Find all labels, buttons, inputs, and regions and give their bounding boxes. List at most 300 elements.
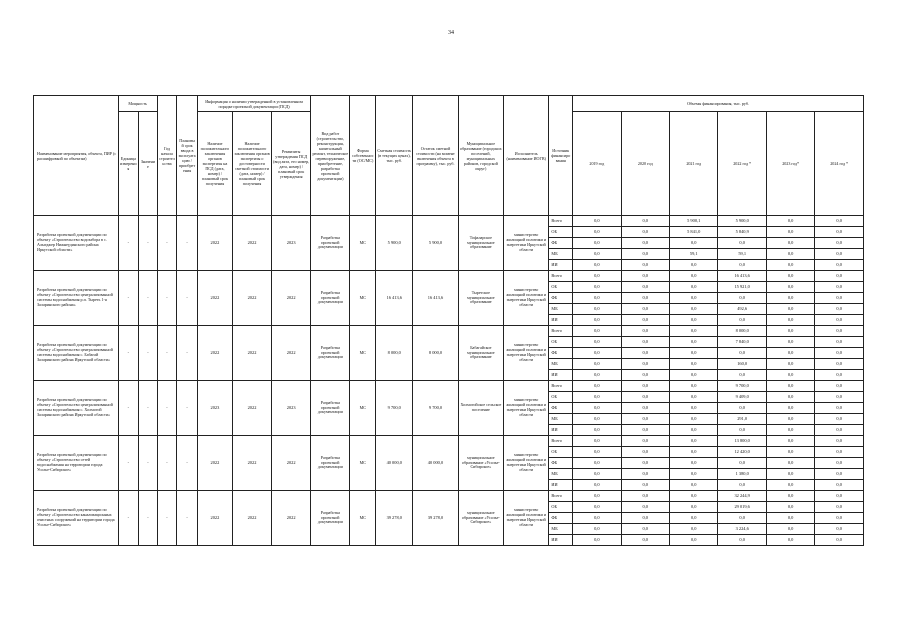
funding-value-cell: 0,0 (766, 447, 814, 458)
funding-value-cell: 0,0 (718, 348, 766, 359)
funding-value-cell: 0,0 (573, 282, 621, 293)
table-body (34, 216, 864, 546)
work-type-cell: Разработка проектной документации (311, 491, 350, 546)
unit-cell: - (118, 216, 139, 271)
table-header (34, 96, 864, 216)
unit-cell: - (118, 436, 139, 491)
object-name: Разработка проектной документации по объекту «Строительство централизованной системы водоснабжения р.п. Тыреть 1-я Заларинского района» (34, 271, 119, 326)
funding-value-cell: 0,0 (621, 535, 669, 546)
funding-value-cell: 0,0 (573, 436, 621, 447)
ownership-cell: МС (350, 436, 376, 491)
object-name: Разработка проектной документации по объекту «Строительство сетей водоснабжения на территории города Усолье-Сибирское» (34, 436, 119, 491)
funding-value-cell: 0,0 (815, 513, 864, 524)
object-name: Разработка проектной документации по объекту «Строительство централизованной системы водоснабжения с. Холмогой Заларинского района Иркутской области» (34, 381, 119, 436)
funding-value-cell: 0,0 (573, 458, 621, 469)
funding-value-cell: 0,0 (718, 458, 766, 469)
header-estimated-cost: Сметная стоимость (в текущих ценах), тыс. руб. (376, 96, 413, 216)
funding-source-cell: Всего (549, 271, 573, 282)
remaining-cost-cell: 9 700,0 (413, 381, 458, 436)
funding-value-cell: 0,0 (670, 425, 718, 436)
psd-reliability-cell: 2022 (232, 216, 271, 271)
psd-approval-cell: 2023 (272, 381, 311, 436)
funding-value-cell: 0,0 (815, 227, 864, 238)
funding-value-cell: 0,0 (621, 513, 669, 524)
funding-value-cell: 0,0 (815, 436, 864, 447)
funding-value-cell: 0,0 (766, 271, 814, 282)
funding-value-cell: 3 224,6 (718, 524, 766, 535)
funding-value-cell: 0,0 (718, 238, 766, 249)
funding-value-cell: 0,0 (670, 359, 718, 370)
funding-value-cell: 0,0 (621, 502, 669, 513)
funding-source-cell: ИИ (549, 370, 573, 381)
funding-value-cell: 0,0 (815, 337, 864, 348)
funding-value-cell: 0,0 (766, 370, 814, 381)
psd-approval-cell: 2022 (272, 491, 311, 546)
funding-value-cell: 0,0 (815, 524, 864, 535)
funding-value-cell: 0,0 (573, 326, 621, 337)
funding-value-cell: 0,0 (621, 359, 669, 370)
psd-expertise-cell: 2022 (197, 491, 232, 546)
funding-value-cell: 9 409,0 (718, 392, 766, 403)
funding-value-cell: 0,0 (766, 469, 814, 480)
funding-value-cell: 0,0 (573, 260, 621, 271)
funding-value-cell: 0,0 (621, 337, 669, 348)
funding-source-cell: Всего (549, 436, 573, 447)
funding-value-cell: 0,0 (621, 436, 669, 447)
funding-value-cell: 0,0 (766, 524, 814, 535)
unit-cell: - (118, 381, 139, 436)
header-unit: Единица измерения (118, 112, 139, 216)
funding-value-cell: 5 900,1 (670, 216, 718, 227)
year-start-cell: - (157, 381, 177, 436)
funding-value-cell: 5 900,0 (718, 216, 766, 227)
header-deadline: Плановый срок ввода в эксплуатацию / приобретения (177, 96, 198, 216)
header-value: Значение (139, 112, 158, 216)
table-row (34, 326, 864, 337)
funding-value-cell: 0,0 (621, 381, 669, 392)
funding-value-cell: 0,0 (718, 535, 766, 546)
unit-cell: - (118, 326, 139, 381)
psd-expertise-cell: 2022 (197, 326, 232, 381)
header-psd-expertise: Наличие положительного заключения органов экспертизы на ПСД (дата, номер) / плановый срок получения (197, 112, 232, 216)
funding-source-cell: ОБ (549, 337, 573, 348)
header-capacity: Мощность (118, 96, 157, 112)
funding-value-cell: 0,0 (573, 249, 621, 260)
funding-value-cell: 0,0 (670, 414, 718, 425)
municipality-cell: муниципальное образование «Усолье-Сибирское» (458, 491, 503, 546)
psd-approval-cell: 2022 (272, 436, 311, 491)
funding-value-cell: 0,0 (815, 260, 864, 271)
funding-value-cell: 0,0 (573, 315, 621, 326)
funding-value-cell: 0,0 (573, 403, 621, 414)
funding-source-cell: МБ (549, 359, 573, 370)
funding-value-cell: 0,0 (670, 293, 718, 304)
funding-value-cell: 0,0 (766, 425, 814, 436)
value-cell: - (139, 271, 158, 326)
ownership-cell: МС (350, 216, 376, 271)
funding-source-cell: МБ (549, 249, 573, 260)
table-row (34, 271, 864, 282)
work-type-cell: Разработка проектной документации (311, 216, 350, 271)
funding-value-cell: 0,0 (766, 326, 814, 337)
remaining-cost-cell: 40 000,0 (413, 436, 458, 491)
header-remaining-cost: Остаток сметной стоимости (на момент включения объекта в программу), тыс. руб. (413, 96, 458, 216)
funding-value-cell: 0,0 (670, 282, 718, 293)
work-type-cell: Разработка проектной документации (311, 326, 350, 381)
funding-value-cell: 0,0 (670, 337, 718, 348)
estimated-cost-cell: 5 900,0 (376, 216, 413, 271)
funding-value-cell: 0,0 (670, 447, 718, 458)
table-row (34, 216, 864, 227)
deadline-cell: - (177, 216, 198, 271)
funding-value-cell: 0,0 (815, 535, 864, 546)
funding-source-cell: ОБ (549, 447, 573, 458)
funding-value-cell: 0,0 (815, 502, 864, 513)
funding-source-cell: ФБ (549, 348, 573, 359)
funding-value-cell: 291,0 (718, 414, 766, 425)
value-cell: - (139, 326, 158, 381)
header-year: 2023 год* (766, 112, 814, 216)
header-funding-source: Источник финансирования (549, 96, 573, 216)
funding-value-cell: 0,0 (621, 414, 669, 425)
ownership-cell: МС (350, 326, 376, 381)
funding-source-cell: ФБ (549, 403, 573, 414)
deadline-cell: - (177, 381, 198, 436)
funding-value-cell: 0,0 (815, 216, 864, 227)
funding-value-cell: 0,0 (621, 480, 669, 491)
funding-value-cell: 0,0 (815, 326, 864, 337)
funding-value-cell: 0,0 (766, 337, 814, 348)
deadline-cell: - (177, 271, 198, 326)
funding-source-cell: ОБ (549, 502, 573, 513)
funding-source-cell: ФБ (549, 513, 573, 524)
funding-value-cell: 0,0 (621, 282, 669, 293)
executor-cell: министерство жилищной политики и энергетики Иркутской области (504, 436, 549, 491)
funding-value-cell: 0,0 (766, 359, 814, 370)
executor-cell: министерство жилищной политики и энергетики Иркутской области (504, 216, 549, 271)
funding-value-cell: 0,0 (670, 513, 718, 524)
funding-value-cell: 0,0 (815, 271, 864, 282)
municipality-cell: Бабагайское муниципальное образование (458, 326, 503, 381)
funding-value-cell: 0,0 (670, 524, 718, 535)
deadline-cell: - (177, 326, 198, 381)
table-row (34, 491, 864, 502)
funding-value-cell: 0,0 (573, 304, 621, 315)
funding-value-cell: 0,0 (670, 348, 718, 359)
funding-value-cell: 0,0 (670, 392, 718, 403)
ownership-cell: МС (350, 381, 376, 436)
funding-value-cell: 0,0 (815, 491, 864, 502)
year-start-cell: - (157, 491, 177, 546)
funding-value-cell: 0,0 (815, 293, 864, 304)
header-year: 2022 год * (718, 112, 766, 216)
funding-value-cell: 0,0 (766, 513, 814, 524)
funding-value-cell: 0,0 (670, 535, 718, 546)
value-cell: - (139, 381, 158, 436)
page-number: 34 (448, 30, 454, 36)
funding-source-cell: МБ (549, 304, 573, 315)
municipality-cell: Холмогойское сельское поселение (458, 381, 503, 436)
funding-value-cell: 0,0 (766, 293, 814, 304)
funding-value-cell: 0,0 (718, 260, 766, 271)
funding-value-cell: 0,0 (573, 425, 621, 436)
municipality-cell: Тыретское муниципальное образование (458, 271, 503, 326)
estimated-cost-cell: 8 000,0 (376, 326, 413, 381)
header-psd-approval: Реквизиты утверждения ПСД (вид акта, его номер, дата, номер) / плановый срок утверждения (272, 112, 311, 216)
psd-expertise-cell: 2022 (197, 436, 232, 491)
funding-value-cell: 8 000,0 (718, 326, 766, 337)
funding-value-cell: 0,0 (621, 304, 669, 315)
unit-cell: - (118, 271, 139, 326)
funding-value-cell: 0,0 (621, 293, 669, 304)
funding-value-cell: 0,0 (766, 282, 814, 293)
funding-value-cell: 0,0 (718, 315, 766, 326)
funding-value-cell: 0,0 (670, 370, 718, 381)
financing-table (33, 95, 864, 546)
deadline-cell: - (177, 491, 198, 546)
funding-value-cell: 0,0 (621, 458, 669, 469)
funding-value-cell: 0,0 (670, 304, 718, 315)
object-name: Разработка проектной документации по объекту «Строительство водозабора в с. Алыгджер Нижнеудинского района Иркутской области» (34, 216, 119, 271)
funding-value-cell: 1 380,0 (718, 469, 766, 480)
year-start-cell: - (157, 326, 177, 381)
value-cell: - (139, 216, 158, 271)
funding-value-cell: 0,0 (815, 315, 864, 326)
year-start-cell: - (157, 216, 177, 271)
funding-source-cell: МБ (549, 414, 573, 425)
funding-value-cell: 7 840,0 (718, 337, 766, 348)
funding-value-cell: 0,0 (815, 370, 864, 381)
funding-value-cell: 0,0 (766, 403, 814, 414)
executor-cell: министерство жилищной политики и энергетики Иркутской области (504, 326, 549, 381)
funding-value-cell: 0,0 (815, 238, 864, 249)
funding-value-cell: 0,0 (670, 502, 718, 513)
funding-value-cell: 0,0 (670, 458, 718, 469)
funding-source-cell: ИИ (549, 535, 573, 546)
funding-value-cell: 0,0 (573, 227, 621, 238)
funding-value-cell: 0,0 (621, 524, 669, 535)
work-type-cell: Разработка проектной документации (311, 381, 350, 436)
funding-value-cell: 0,0 (573, 370, 621, 381)
funding-value-cell: 0,0 (621, 491, 669, 502)
funding-value-cell: 59,1 (670, 249, 718, 260)
header-work-type: Вид работ (строительство, реконструкция, капитальный ремонт, техническое перевооружение, приобретение, разработка проектной документации) (311, 96, 350, 216)
psd-reliability-cell: 2022 (232, 491, 271, 546)
psd-expertise-cell: 2023 (197, 381, 232, 436)
funding-value-cell: 0,0 (573, 491, 621, 502)
object-name: Разработка проектной документации по объекту «Строительство канализационных очистных сооружений на территории города Усолье-Сибирское» (34, 491, 119, 546)
funding-value-cell: 0,0 (573, 381, 621, 392)
funding-value-cell: 0,0 (670, 271, 718, 282)
header-municipality: Муниципальное образование (городских поселений, муниципальных районов, городской округ) (458, 96, 503, 216)
header-executor: Исполнитель (наименование ИОГВ) (504, 96, 549, 216)
funding-value-cell: 0,0 (621, 238, 669, 249)
table-row (34, 381, 864, 392)
funding-value-cell: 0,0 (573, 392, 621, 403)
funding-value-cell: 0,0 (766, 480, 814, 491)
header-year: 2024 год * (815, 112, 864, 216)
funding-source-cell: Всего (549, 381, 573, 392)
funding-value-cell: 0,0 (766, 392, 814, 403)
funding-value-cell: 0,0 (815, 392, 864, 403)
funding-value-cell: 0,0 (621, 271, 669, 282)
funding-value-cell: 0,0 (621, 249, 669, 260)
funding-value-cell: 0,0 (766, 502, 814, 513)
funding-value-cell: 0,0 (573, 414, 621, 425)
funding-value-cell: 0,0 (815, 480, 864, 491)
funding-value-cell: 29 019,6 (718, 502, 766, 513)
funding-value-cell: 0,0 (573, 348, 621, 359)
funding-value-cell: 0,0 (573, 238, 621, 249)
funding-value-cell: 0,0 (815, 414, 864, 425)
funding-value-cell: 0,0 (766, 436, 814, 447)
funding-source-cell: ФБ (549, 458, 573, 469)
funding-source-cell: Всего (549, 216, 573, 227)
executor-cell: министерство жилищной политики и энергетики Иркутской области (504, 271, 549, 326)
table-row (34, 436, 864, 447)
funding-value-cell: 5 841,0 (670, 227, 718, 238)
funding-value-cell: 492,6 (718, 304, 766, 315)
funding-value-cell: 0,0 (621, 392, 669, 403)
remaining-cost-cell: 5 900,0 (413, 216, 458, 271)
header-psd-reliability: Наличие положительного заключения органов экспертизы о достоверности сметной стоимости (дата, номер) / плановый срок получения (232, 112, 271, 216)
funding-value-cell: 0,0 (670, 491, 718, 502)
funding-source-cell: ОБ (549, 392, 573, 403)
funding-value-cell: 0,0 (766, 227, 814, 238)
estimated-cost-cell: 39 278,0 (376, 491, 413, 546)
funding-value-cell: 9 700,0 (718, 381, 766, 392)
funding-value-cell: 0,0 (766, 238, 814, 249)
funding-source-cell: ИИ (549, 260, 573, 271)
estimated-cost-cell: 40 000,0 (376, 436, 413, 491)
funding-value-cell: 15 921,0 (718, 282, 766, 293)
municipality-cell: муниципальное образование «Усолье-Сибирское» (458, 436, 503, 491)
funding-value-cell: 0,0 (815, 425, 864, 436)
funding-value-cell: 0,0 (670, 403, 718, 414)
header-year: 2020 год (621, 112, 669, 216)
funding-value-cell: 0,0 (573, 271, 621, 282)
deadline-cell: - (177, 436, 198, 491)
municipality-cell: Тофаларское муниципальное образование (458, 216, 503, 271)
executor-cell: министерство жилищной политики и энергетики Иркутской области (504, 381, 549, 436)
funding-source-cell: ИИ (549, 315, 573, 326)
funding-value-cell: 0,0 (621, 403, 669, 414)
funding-value-cell: 0,0 (670, 480, 718, 491)
funding-value-cell: 160,0 (718, 359, 766, 370)
psd-approval-cell: 2022 (272, 271, 311, 326)
funding-value-cell: 0,0 (621, 348, 669, 359)
funding-value-cell: 0,0 (573, 216, 621, 227)
funding-source-cell: Всего (549, 326, 573, 337)
psd-approval-cell: 2022 (272, 326, 311, 381)
funding-source-cell: Всего (549, 491, 573, 502)
funding-value-cell: 0,0 (573, 513, 621, 524)
funding-value-cell: 0,0 (815, 447, 864, 458)
funding-value-cell: 0,0 (718, 425, 766, 436)
header-year: 2021 год (670, 112, 718, 216)
ownership-cell: МС (350, 271, 376, 326)
value-cell: - (139, 436, 158, 491)
funding-value-cell: 0,0 (670, 260, 718, 271)
funding-value-cell: 0,0 (621, 216, 669, 227)
funding-value-cell: 0,0 (621, 315, 669, 326)
value-cell: - (139, 491, 158, 546)
funding-value-cell: 0,0 (718, 403, 766, 414)
year-start-cell: - (157, 271, 177, 326)
funding-source-cell: ОБ (549, 282, 573, 293)
funding-value-cell: 0,0 (815, 348, 864, 359)
remaining-cost-cell: 8 000,0 (413, 326, 458, 381)
funding-value-cell: 0,0 (621, 469, 669, 480)
funding-value-cell: 0,0 (573, 469, 621, 480)
ownership-cell: МС (350, 491, 376, 546)
funding-value-cell: 0,0 (621, 260, 669, 271)
funding-value-cell: 0,0 (718, 293, 766, 304)
funding-value-cell: 0,0 (766, 315, 814, 326)
psd-reliability-cell: 2022 (232, 381, 271, 436)
executor-cell: министерство жилищной политики и энергетики Иркутской области (504, 491, 549, 546)
object-name: Разработка проектной документации по объекту «Строительство централизованной системы водоснабжения с. Бабагай Заларинского района Иркутской области» (34, 326, 119, 381)
funding-value-cell: 0,0 (815, 249, 864, 260)
funding-source-cell: ФБ (549, 293, 573, 304)
funding-value-cell: 13 800,0 (718, 436, 766, 447)
funding-value-cell: 0,0 (573, 524, 621, 535)
year-start-cell: - (157, 436, 177, 491)
funding-value-cell: 0,0 (621, 425, 669, 436)
funding-value-cell: 0,0 (573, 535, 621, 546)
funding-value-cell: 0,0 (573, 447, 621, 458)
funding-source-cell: МБ (549, 524, 573, 535)
funding-value-cell: 0,0 (718, 513, 766, 524)
funding-value-cell: 0,0 (766, 491, 814, 502)
funding-value-cell: 0,0 (815, 469, 864, 480)
funding-value-cell: 0,0 (815, 282, 864, 293)
funding-value-cell: 59,1 (718, 249, 766, 260)
estimated-cost-cell: 16 413,6 (376, 271, 413, 326)
funding-value-cell: 0,0 (815, 403, 864, 414)
funding-value-cell: 0,0 (815, 381, 864, 392)
funding-value-cell: 0,0 (670, 238, 718, 249)
funding-value-cell: 0,0 (766, 249, 814, 260)
funding-value-cell: 0,0 (621, 447, 669, 458)
funding-value-cell: 0,0 (621, 326, 669, 337)
funding-value-cell: 0,0 (766, 458, 814, 469)
funding-value-cell: 0,0 (573, 502, 621, 513)
psd-reliability-cell: 2022 (232, 271, 271, 326)
header-ownership: Форма собственности (ОС/МС) (350, 96, 376, 216)
header-psd-info: Информация о наличии утвержденной в установленном порядке проектной документации (ПСД) (197, 96, 310, 112)
funding-value-cell: 0,0 (718, 480, 766, 491)
funding-source-cell: ОБ (549, 227, 573, 238)
funding-value-cell: 0,0 (670, 381, 718, 392)
funding-value-cell: 0,0 (718, 370, 766, 381)
funding-value-cell: 0,0 (573, 293, 621, 304)
funding-value-cell: 0,0 (621, 227, 669, 238)
funding-value-cell: 5 840,9 (718, 227, 766, 238)
psd-expertise-cell: 2022 (197, 216, 232, 271)
funding-value-cell: 16 413,6 (718, 271, 766, 282)
unit-cell: - (118, 491, 139, 546)
funding-value-cell: 32 244,9 (718, 491, 766, 502)
funding-value-cell: 0,0 (573, 480, 621, 491)
header-funding-volumes: Объемы финансирования, тыс. руб. (573, 96, 864, 112)
psd-reliability-cell: 2022 (232, 326, 271, 381)
funding-source-cell: ФБ (549, 238, 573, 249)
psd-reliability-cell: 2022 (232, 436, 271, 491)
funding-value-cell: 0,0 (766, 381, 814, 392)
funding-source-cell: ИИ (549, 480, 573, 491)
funding-source-cell: ИИ (549, 425, 573, 436)
